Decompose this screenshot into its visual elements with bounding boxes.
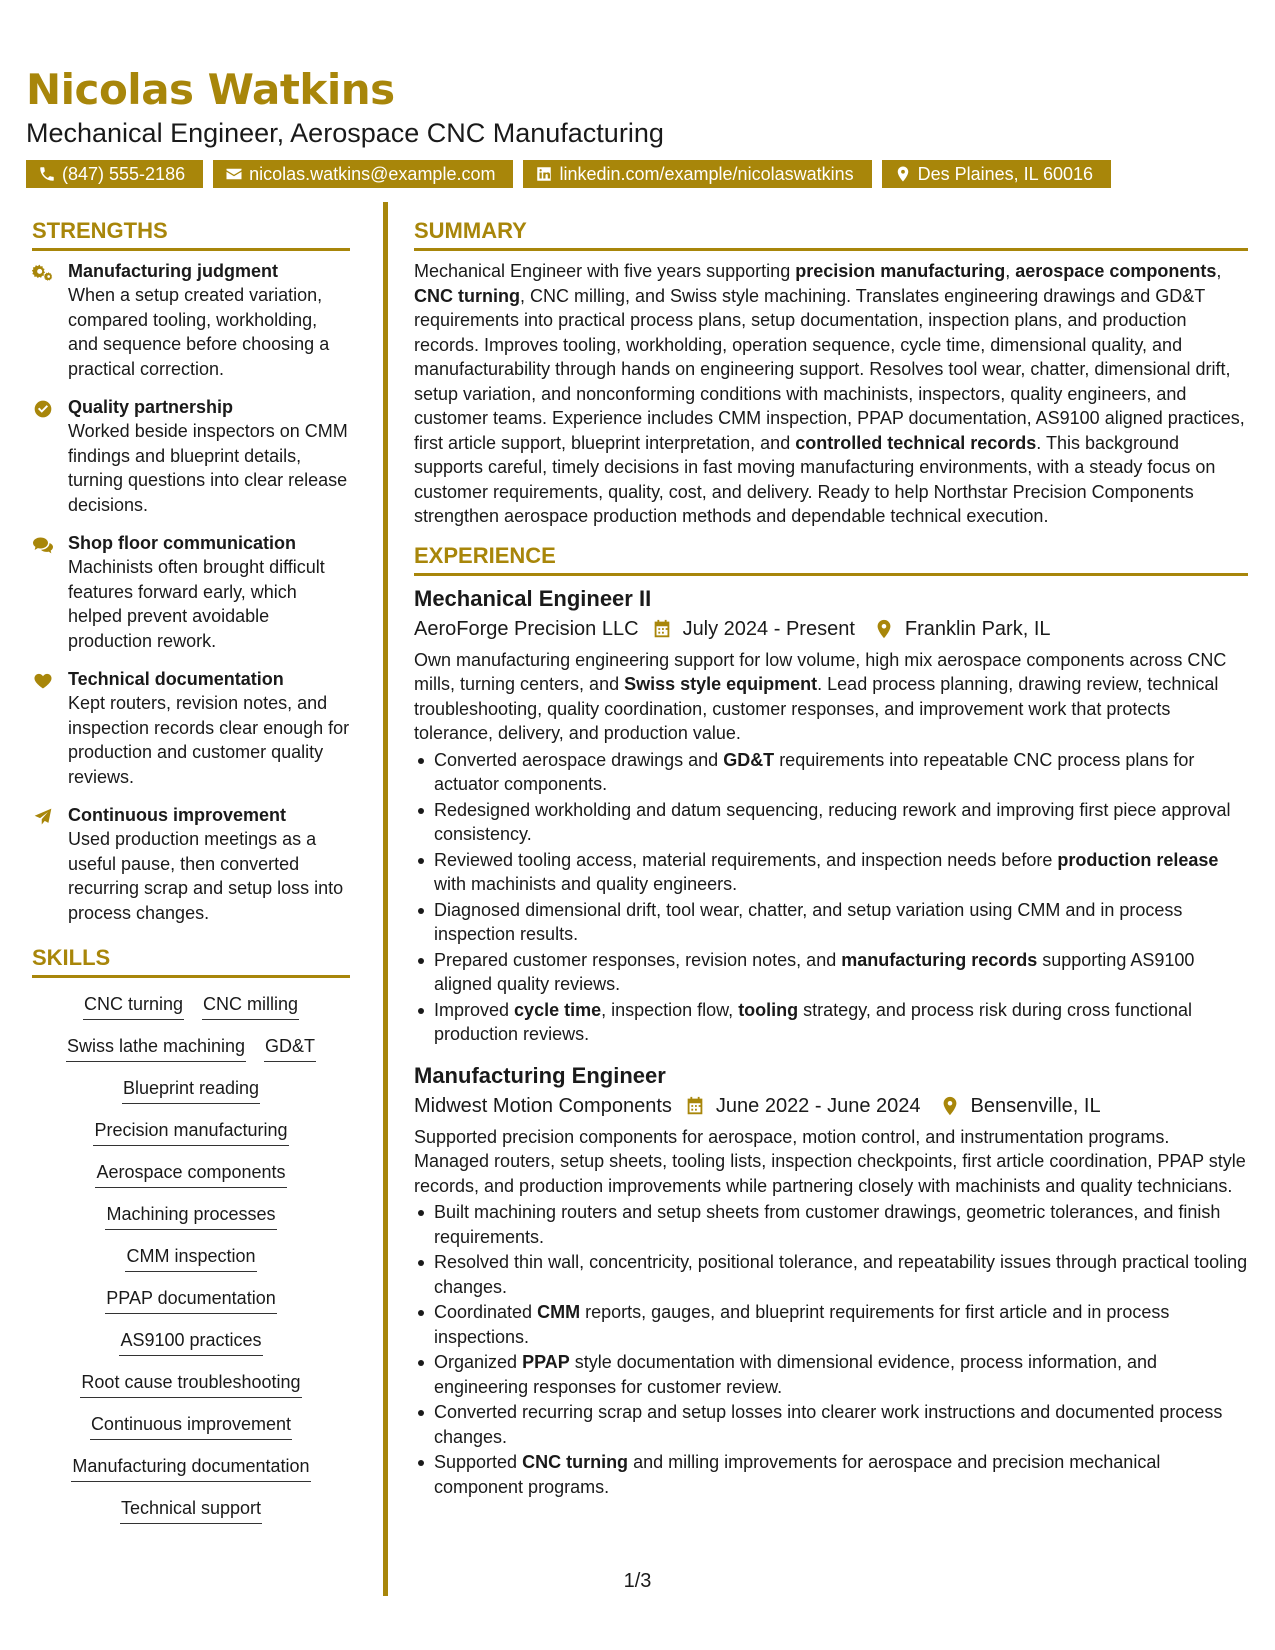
skill-row <box>32 1076 350 1104</box>
left-column <box>32 216 350 1524</box>
skill-row <box>32 1160 350 1188</box>
job-dates: June 2022 - June 2024 <box>715 1094 921 1117</box>
skills-list <box>32 986 350 1524</box>
skill-row <box>32 1496 350 1524</box>
strength-item <box>32 531 350 653</box>
job-bullet: Prepared customer responses, revision notes, and manufacturing records supporting AS9100 aligned quality reviews. <box>414 948 1248 997</box>
strength-item <box>32 667 350 789</box>
comments-icon <box>32 531 68 653</box>
job-bullets <box>414 1200 1248 1499</box>
job-bullet: Resolved thin wall, concentricity, positional tolerance, and repeatability issues through practical tooling changes. <box>414 1250 1248 1299</box>
phone-icon <box>38 165 56 183</box>
strength-description: Used production meetings as a useful pause, then converted recurring scrap and setup loss into process changes. <box>68 829 344 923</box>
contact-location-text: Des Plaines, IL 60016 <box>917 164 1094 184</box>
job-location: Franklin Park, IL <box>904 617 1051 640</box>
resume-header <box>26 64 1251 188</box>
job-title: Manufacturing Engineer <box>414 1062 666 1088</box>
strength-item <box>32 803 350 925</box>
job-bullets <box>414 748 1248 1047</box>
contact-phone[interactable] <box>26 160 203 188</box>
strength-description: Kept routers, revision notes, and inspection records clear enough for production and customer quality reviews. <box>68 693 350 787</box>
job-company: AeroForge Precision LLC <box>414 617 639 640</box>
skills-heading: SKILLS <box>32 943 350 978</box>
job-bullet: Redesigned workholding and datum sequencing, reducing rework and improving first piece approval consistency. <box>414 798 1248 847</box>
paper-plane-icon <box>32 803 68 925</box>
map-pin-icon <box>939 1095 961 1117</box>
skill-tag: Precision manufacturing <box>93 1118 288 1146</box>
map-pin-icon <box>894 165 912 183</box>
strength-item <box>32 395 350 517</box>
skill-tag: CNC turning <box>83 992 184 1020</box>
strength-description: Worked beside inspectors on CMM findings and blueprint details, turning questions into clear release decisions. <box>68 421 348 515</box>
strength-title: Shop floor communication <box>68 533 296 553</box>
calendar-icon <box>651 618 673 640</box>
skill-tag: Swiss lathe machining <box>66 1034 246 1062</box>
contact-email[interactable] <box>213 160 513 188</box>
job-bullet: Diagnosed dimensional drift, tool wear, chatter, and setup variation using CMM and in process inspection results. <box>414 898 1248 947</box>
strength-description: When a setup created variation, compared tooling, workholding, and sequence before choosing a practical correction. <box>68 285 330 379</box>
job-bullet: Converted recurring scrap and setup losses into clearer work instructions and documented process changes. <box>414 1400 1248 1449</box>
skill-tag: Machining processes <box>105 1202 276 1230</box>
job-entry <box>414 1061 1248 1500</box>
job-bullet: Converted aerospace drawings and GD&T requirements into repeatable CNC process plans for actuator components. <box>414 748 1248 797</box>
page-number: 1/3 <box>623 1570 652 1592</box>
skill-row <box>32 1118 350 1146</box>
skill-row <box>32 1244 350 1272</box>
job-bullet: Coordinated CMM reports, gauges, and blueprint requirements for first article and in process inspections. <box>414 1300 1248 1349</box>
skill-row <box>32 1328 350 1356</box>
job-meta <box>414 1091 1248 1121</box>
strengths-list <box>32 259 350 925</box>
envelope-icon <box>225 165 243 183</box>
job-description: Own manufacturing engineering support for low volume, high mix aerospace components across CNC mills, turning centers, and Swiss style equipment. Lead process planning, drawing review, technical troubleshooting, quality coordination, customer responses, and improvement work that protects tolerance, delivery, and production value. <box>414 649 1227 743</box>
summary-heading: SUMMARY <box>414 216 1248 251</box>
strength-title: Technical documentation <box>68 669 284 689</box>
experience-heading: EXPERIENCE <box>414 541 1248 576</box>
skill-tag: PPAP documentation <box>105 1286 276 1314</box>
contact-phone-text: (847) 555-2186 <box>62 164 186 184</box>
check-circle-icon <box>32 395 68 517</box>
skill-tag: Aerospace components <box>95 1160 286 1188</box>
contact-linkedin-text: linkedin.com/example/nicolaswatkins <box>559 164 854 184</box>
contact-location <box>882 160 1111 188</box>
candidate-title: Mechanical Engineer, Aerospace CNC Manufacturing <box>26 118 664 148</box>
map-pin-icon <box>873 618 895 640</box>
calendar-icon <box>684 1095 706 1117</box>
skill-row <box>32 1370 350 1398</box>
column-divider <box>383 202 388 1596</box>
gears-icon <box>32 259 68 381</box>
skill-tag: Continuous improvement <box>90 1412 292 1440</box>
skill-tag: CNC milling <box>202 992 299 1020</box>
right-column <box>414 216 1248 1513</box>
contact-linkedin[interactable] <box>523 160 871 188</box>
strength-title: Continuous improvement <box>68 805 287 825</box>
skill-row <box>32 1286 350 1314</box>
skill-tag: AS9100 practices <box>119 1328 262 1356</box>
heart-icon <box>32 667 68 789</box>
job-description: Supported precision components for aerospace, motion control, and instrumentation programs. Managed routers, setup sheets, tooling lists, inspection checkpoints, first article coordination, PPAP style records, and production improvements while partnering closely with machinists and quality technicians. <box>414 1126 1246 1196</box>
experience-list <box>414 584 1248 1500</box>
strength-title: Quality partnership <box>68 397 234 417</box>
skill-tag: CMM inspection <box>125 1244 256 1272</box>
linkedin-icon <box>535 165 553 183</box>
contact-email-text: nicolas.watkins@example.com <box>249 164 496 184</box>
job-bullet: Organized PPAP style documentation with dimensional evidence, process information, and engineering responses for customer review. <box>414 1350 1248 1399</box>
skill-row <box>32 1412 350 1440</box>
skill-row <box>32 1454 350 1482</box>
skill-row <box>32 1034 350 1062</box>
job-bullet: Built machining routers and setup sheets from customer drawings, geometric tolerances, and finish requirements. <box>414 1200 1248 1249</box>
skill-row <box>32 1202 350 1230</box>
job-bullet: Supported CNC turning and milling improvements for aerospace and precision mechanical component programs. <box>414 1450 1248 1499</box>
skill-tag: Blueprint reading <box>122 1076 260 1104</box>
strength-title: Manufacturing judgment <box>68 261 278 281</box>
job-bullet: Reviewed tooling access, material requirements, and inspection needs before production release with machinists and quality engineers. <box>414 848 1248 897</box>
job-title: Mechanical Engineer II <box>414 585 652 611</box>
summary-text: Mechanical Engineer with five years supporting precision manufacturing, aerospace components, CNC turning, CNC milling, and Swiss style machining. Translates engineering drawings and GD&T requirements into practical process plans, setup documentation, inspection plans, and production records. Improves tooling, workholding, operation sequence, cycle time, dimensional quality, and manufacturability through hands on engineering support. Resolves tool wear, chatter, dimensional drift, setup variation, and nonconforming conditions with machinists, inspectors, quality engineers, and customer teams. Experience includes CMM inspection, PPAP documentation, AS9100 aligned practices, first article support, blueprint interpretation, and controlled technical records. This background supports careful, timely decisions in fast moving manufacturing environments, with a steady focus on customer requirements, quality, cost, and delivery. Ready to help Northstar Precision Components strengthen aerospace production methods and dependable technical execution. <box>414 261 1245 526</box>
skill-tag: GD&T <box>264 1034 316 1062</box>
candidate-name: Nicolas Watkins <box>26 65 395 114</box>
skill-tag: Root cause troubleshooting <box>80 1370 301 1398</box>
skill-tag: Technical support <box>120 1496 262 1524</box>
skill-row <box>32 992 350 1020</box>
job-location: Bensenville, IL <box>970 1094 1101 1117</box>
job-dates: July 2024 - Present <box>682 617 855 640</box>
job-company: Midwest Motion Components <box>414 1094 672 1117</box>
strength-item <box>32 259 350 381</box>
skill-tag: Manufacturing documentation <box>71 1454 310 1482</box>
strengths-heading: STRENGTHS <box>32 216 350 251</box>
contact-bar <box>26 160 1251 188</box>
job-meta <box>414 614 1248 644</box>
job-bullet: Improved cycle time, inspection flow, tooling strategy, and process risk during cross functional production reviews. <box>414 998 1248 1047</box>
job-entry <box>414 584 1248 1047</box>
strength-description: Machinists often brought difficult features forward early, which helped prevent avoidable production rework. <box>68 557 325 651</box>
